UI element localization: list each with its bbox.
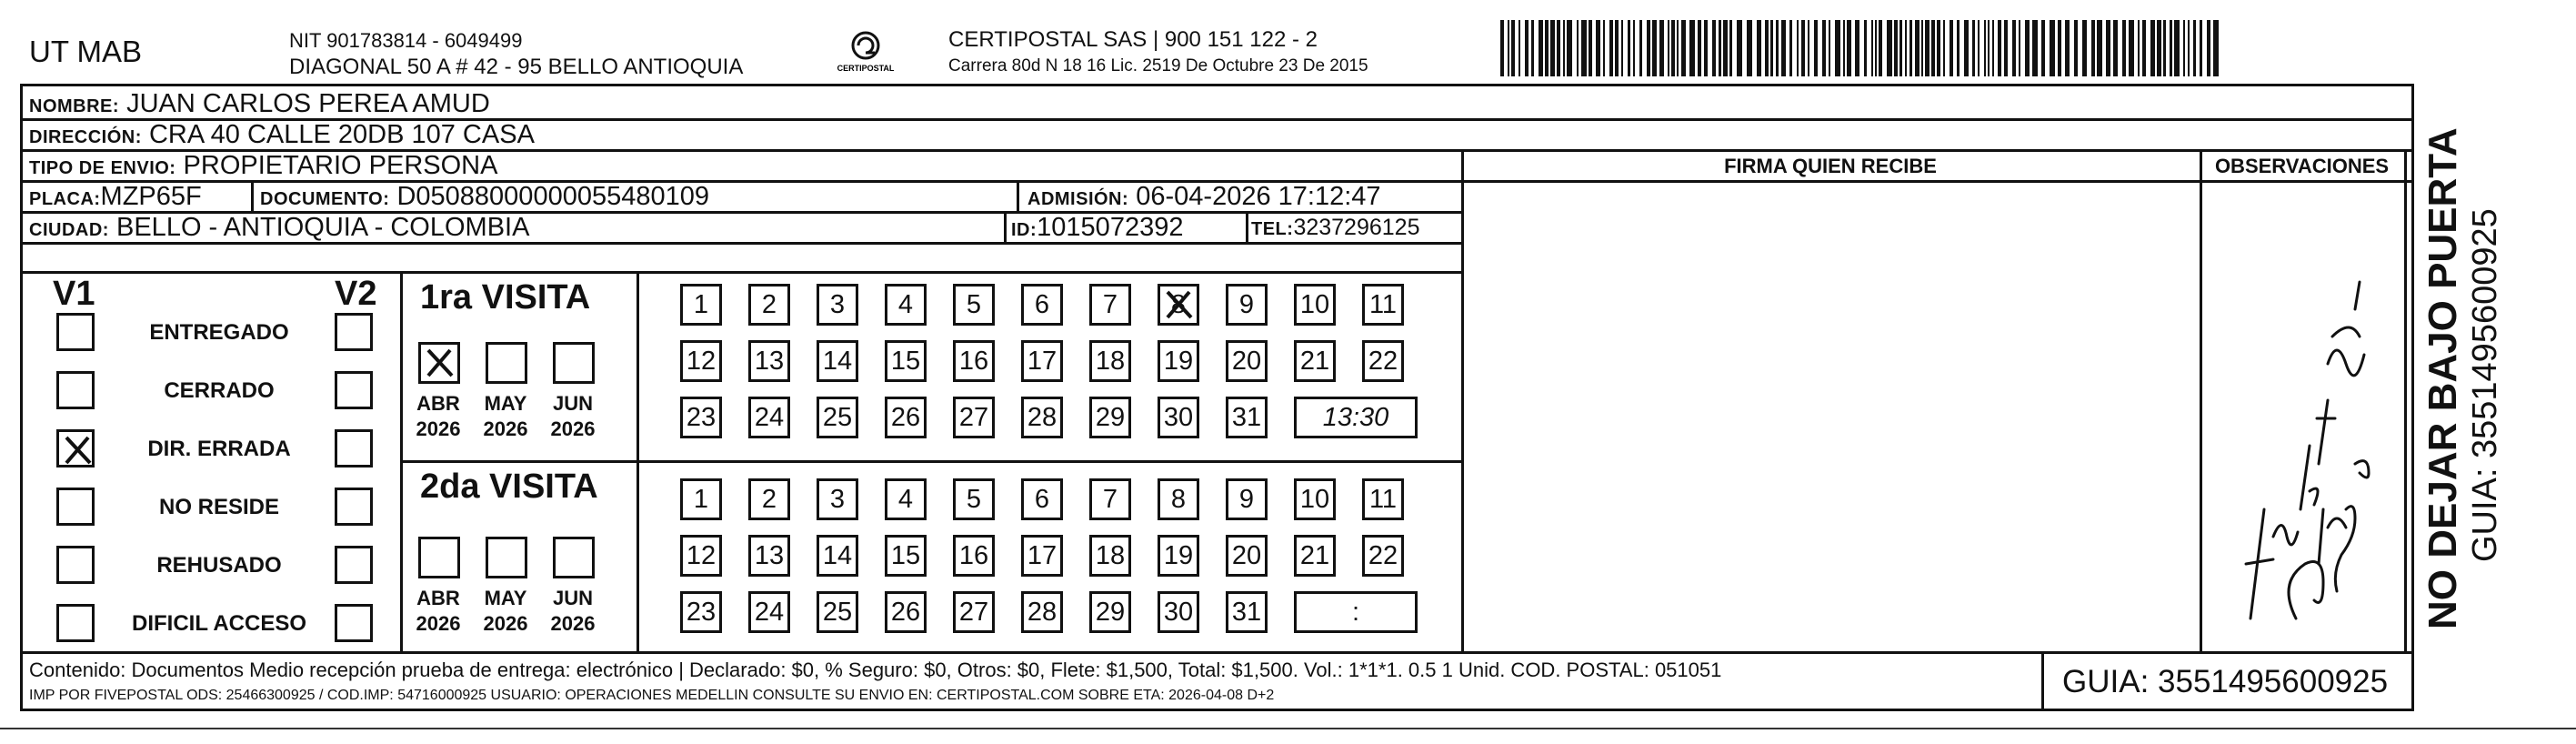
- month-checkbox[interactable]: [418, 537, 460, 578]
- time-box[interactable]: 13:30: [1294, 397, 1418, 438]
- month-year: 2026: [416, 417, 461, 440]
- day-box[interactable]: 21: [1294, 340, 1336, 382]
- month-year: 2026: [483, 612, 528, 635]
- direccion-label: DIRECCIÓN:: [29, 127, 142, 147]
- id-label: ID:: [1011, 220, 1037, 240]
- day-box[interactable]: 19: [1158, 340, 1199, 382]
- month-name: MAY: [484, 587, 527, 609]
- day-box[interactable]: 18: [1089, 340, 1131, 382]
- v1-checkbox[interactable]: [56, 313, 95, 351]
- tel-row: [1251, 215, 1419, 241]
- day-box[interactable]: 31: [1226, 397, 1268, 438]
- day-box[interactable]: 2: [748, 478, 790, 520]
- v1-checkbox[interactable]: [56, 371, 95, 409]
- day-box[interactable]: 8: [1158, 478, 1199, 520]
- day-box[interactable]: 19: [1158, 535, 1199, 577]
- day-box[interactable]: 1: [680, 284, 722, 326]
- v2-label: V2: [335, 275, 377, 313]
- day-box[interactable]: 9: [1226, 284, 1268, 326]
- observaciones-handwriting: [2219, 236, 2391, 637]
- nombre-label: NOMBRE:: [29, 96, 120, 116]
- month-label: [478, 586, 533, 637]
- day-box[interactable]: 30: [1158, 397, 1199, 438]
- side-guia: GUIA: 3551495600925: [2466, 208, 2504, 562]
- direccion-value: CRA 40 CALLE 20DB 107 CASA: [148, 120, 535, 149]
- v2-checkbox[interactable]: [335, 371, 373, 409]
- month-checkbox[interactable]: [486, 342, 527, 384]
- status-label: DIFICIL ACCESO: [131, 611, 306, 636]
- day-box[interactable]: 22: [1362, 535, 1404, 577]
- day-box[interactable]: 14: [817, 535, 858, 577]
- day-box[interactable]: 23: [680, 591, 722, 633]
- day-box[interactable]: 12: [680, 535, 722, 577]
- tel-value: 3237296125: [1293, 215, 1420, 240]
- day-box[interactable]: 3: [817, 478, 858, 520]
- company-nit: NIT 901783814 - 6049499: [289, 29, 523, 52]
- time-box[interactable]: :: [1294, 591, 1418, 633]
- v1-label: V1: [53, 275, 95, 313]
- first-visit-title: 1ra VISITA: [420, 278, 591, 317]
- status-label: ENTREGADO: [149, 320, 289, 345]
- day-box[interactable]: 10: [1294, 478, 1336, 520]
- footer-contenido: Contenido: Documentos Medio recepción prueba de entrega: electrónico | Declarado: $0, % Seguro: $0, Otros: $0, Flete: $1,500, Total: $1,500. Vol.: 1*1*1. 0.5 1 Unid. COD. POSTAL: 051051: [29, 659, 1722, 681]
- day-box[interactable]: 17: [1021, 535, 1063, 577]
- day-box[interactable]: 30: [1158, 591, 1199, 633]
- ciudad-row: [29, 213, 529, 243]
- day-box[interactable]: 15: [885, 535, 927, 577]
- month-year: 2026: [483, 417, 528, 440]
- day-box[interactable]: 17: [1021, 340, 1063, 382]
- day-box[interactable]: 2: [748, 284, 790, 326]
- day-box[interactable]: 18: [1089, 535, 1131, 577]
- placa-label: PLACA:: [29, 189, 101, 209]
- v1-checkbox-checked[interactable]: [56, 429, 95, 468]
- admision-row: [1027, 182, 1381, 212]
- day-box[interactable]: 7: [1089, 284, 1131, 326]
- documento-label: DOCUMENTO:: [260, 189, 390, 209]
- day-box[interactable]: 24: [748, 591, 790, 633]
- day-box[interactable]: 11: [1362, 478, 1404, 520]
- direccion-row: [29, 120, 535, 150]
- day-box[interactable]: 31: [1226, 591, 1268, 633]
- day-box[interactable]: 21: [1294, 535, 1336, 577]
- tipo-row: [29, 151, 497, 181]
- admision-value: 06-04-2026 17:12:47: [1136, 182, 1381, 211]
- barcode: [1500, 20, 2219, 76]
- month-checkbox[interactable]: [553, 537, 595, 578]
- month-label: [411, 586, 466, 637]
- day-box[interactable]: 26: [885, 397, 927, 438]
- day-box[interactable]: 13: [748, 340, 790, 382]
- v2-checkbox[interactable]: [335, 429, 373, 468]
- month-name: MAY: [484, 392, 527, 415]
- nombre-row: [29, 89, 490, 119]
- day-box[interactable]: 27: [953, 397, 995, 438]
- v1-checkbox[interactable]: [56, 488, 95, 526]
- month-name: ABR: [416, 392, 460, 415]
- month-year: 2026: [550, 612, 596, 635]
- month-checkbox[interactable]: [486, 537, 527, 578]
- observaciones-header: OBSERVACIONES: [2214, 155, 2390, 177]
- month-label: [411, 391, 466, 442]
- day-box[interactable]: 6: [1021, 284, 1063, 326]
- day-box[interactable]: 9: [1226, 478, 1268, 520]
- month-label: [478, 391, 533, 442]
- tipo-label: TIPO DE ENVIO:: [29, 158, 176, 178]
- day-box[interactable]: 1: [680, 478, 722, 520]
- nombre-value: JUAN CARLOS PEREA AMUD: [126, 89, 490, 118]
- day-box[interactable]: 7: [1089, 478, 1131, 520]
- certipostal-logo: [820, 25, 911, 78]
- placa-value: MZP65F: [100, 182, 202, 211]
- company-name: UT MAB: [29, 35, 143, 68]
- month-year: 2026: [416, 612, 461, 635]
- placa-row: [29, 182, 202, 212]
- day-box[interactable]: 25: [817, 397, 858, 438]
- day-box[interactable]: 22: [1362, 340, 1404, 382]
- status-label: NO RESIDE: [158, 495, 280, 519]
- id-row: [1011, 213, 1183, 243]
- month-label: [546, 586, 600, 637]
- day-box[interactable]: 12: [680, 340, 722, 382]
- day-box[interactable]: 5: [953, 478, 995, 520]
- day-box[interactable]: 13: [748, 535, 790, 577]
- day-box[interactable]: 4: [885, 478, 927, 520]
- day-box[interactable]: 16: [953, 535, 995, 577]
- v1-checkbox[interactable]: [56, 604, 95, 642]
- day-box[interactable]: 24: [748, 397, 790, 438]
- ciudad-label: CIUDAD:: [29, 220, 109, 240]
- v1-checkbox[interactable]: [56, 546, 95, 584]
- footer-imp: IMP POR FIVEPOSTAL ODS: 25466300925 / COD.IMP: 54716000925 USUARIO: OPERACIONES MEDELLIN CONSULTE SU ENVIO EN: CERTIPOSTAL.COM SOBRE ETA: 2026-04-08 D+2: [29, 688, 1275, 703]
- day-box[interactable]: 14: [817, 340, 858, 382]
- v2-checkbox[interactable]: [335, 546, 373, 584]
- day-box[interactable]: 15: [885, 340, 927, 382]
- month-name: ABR: [416, 587, 460, 609]
- month-year: 2026: [550, 417, 596, 440]
- day-box[interactable]: 10: [1294, 284, 1336, 326]
- v2-checkbox[interactable]: [335, 604, 373, 642]
- status-label: CERRADO: [164, 378, 275, 403]
- side-warning: NO DEJAR BAJO PUERTA: [2421, 127, 2465, 629]
- day-box[interactable]: 16: [953, 340, 995, 382]
- documento-row: [260, 182, 709, 212]
- day-box[interactable]: 27: [953, 591, 995, 633]
- certipostal-sub: Carrera 80d N 18 16 Lic. 2519 De Octubre 23 De 2015: [948, 56, 1368, 75]
- tel-label: TEL:: [1251, 219, 1294, 239]
- day-box[interactable]: 5: [953, 284, 995, 326]
- second-visit-title: 2da VISITA: [420, 468, 598, 506]
- day-box[interactable]: 20: [1226, 340, 1268, 382]
- month-label: [546, 391, 600, 442]
- month-checkbox-checked[interactable]: [418, 342, 460, 384]
- certipostal-line: CERTIPOSTAL SAS | 900 151 122 - 2: [948, 27, 1318, 52]
- documento-value: D05088000000055480109: [396, 182, 709, 211]
- tipo-value: PROPIETARIO PERSONA: [183, 151, 498, 180]
- company-address: DIAGONAL 50 A # 42 - 95 BELLO ANTIOQUIA: [289, 55, 744, 79]
- day-box[interactable]: 11: [1362, 284, 1404, 326]
- footer-guia: GUIA: 3551495600925: [2062, 664, 2389, 699]
- ciudad-value: BELLO - ANTIOQUIA - COLOMBIA: [116, 213, 530, 242]
- day-box[interactable]: 29: [1089, 591, 1131, 633]
- day-box[interactable]: 4: [885, 284, 927, 326]
- day-box[interactable]: 28: [1021, 591, 1063, 633]
- day-box[interactable]: 29: [1089, 397, 1131, 438]
- day-box[interactable]: 26: [885, 591, 927, 633]
- admision-label: ADMISIÓN:: [1027, 189, 1129, 209]
- day-box[interactable]: 3: [817, 284, 858, 326]
- status-label: REHUSADO: [156, 553, 282, 578]
- day-box-checked[interactable]: 8: [1158, 284, 1199, 326]
- status-label: DIR. ERRADA: [147, 437, 291, 461]
- day-box[interactable]: 23: [680, 397, 722, 438]
- month-checkbox[interactable]: [553, 342, 595, 384]
- day-box[interactable]: 25: [817, 591, 858, 633]
- firma-header: FIRMA QUIEN RECIBE: [1724, 155, 1937, 177]
- v2-checkbox[interactable]: [335, 488, 373, 526]
- day-box[interactable]: 20: [1226, 535, 1268, 577]
- month-name: JUN: [552, 392, 593, 415]
- month-name: JUN: [552, 587, 593, 609]
- v2-checkbox[interactable]: [335, 313, 373, 351]
- id-value: 1015072392: [1037, 213, 1184, 242]
- day-box[interactable]: 6: [1021, 478, 1063, 520]
- logo-text: CERTIPOSTAL: [837, 64, 895, 73]
- day-box[interactable]: 28: [1021, 397, 1063, 438]
